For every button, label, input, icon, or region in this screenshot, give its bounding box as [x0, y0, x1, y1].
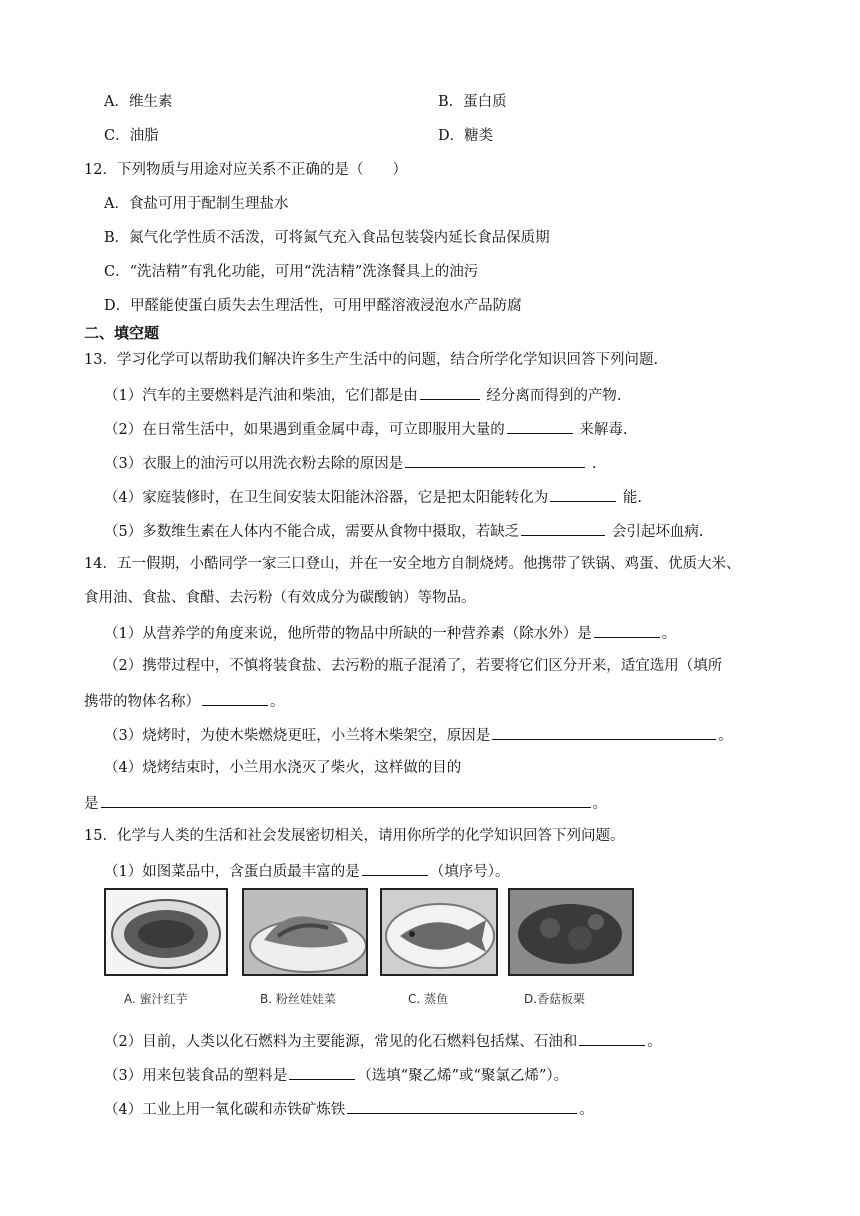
q15-part1 — [104, 860, 509, 882]
q13-blank5[interactable] — [521, 520, 605, 536]
q15-part4-text: （4）工业上用一氧化碳和赤铁矿炼铁 — [104, 1102, 346, 1118]
q13-part2-end: 来解毒. — [574, 422, 628, 438]
food-photo-c — [380, 888, 498, 976]
q15-blank2[interactable] — [579, 1030, 645, 1046]
q15-blank1[interactable] — [362, 860, 428, 876]
q15-part3-text: （3）用来包装食品的塑料是 — [104, 1068, 288, 1084]
q14-part1-end: 。 — [661, 626, 677, 642]
food-caption-b: B. 粉丝娃娃菜 — [260, 992, 336, 1006]
q14-stem-line2: 食用油、食盐、食醋、去污粉（有效成分为碳酸钠）等物品。 — [84, 590, 476, 606]
mushroom-chestnut-icon — [510, 890, 632, 974]
q12-option-b: B．氮气化学性质不活泼，可将氮气充入食品包装袋内延长食品保质期 — [104, 230, 550, 246]
q14-part1-text: （1）从营养学的角度来说，他所带的物品中所缺的一种营养素（除水外）是 — [104, 626, 592, 642]
q11-option-b: B．蛋白质 — [438, 94, 507, 110]
sweet-potato-dish-icon — [106, 890, 226, 974]
q13-part5-end: 会引起坏血病. — [607, 524, 704, 540]
q14-part2-line2 — [84, 690, 285, 712]
q14-part2-line1: （2）携带过程中，不慎将装食盐、去污粉的瓶子混淆了，若要将它们区分开来，适宜选用（填所 — [104, 658, 723, 674]
food-caption-a: A. 蜜汁红芋 — [124, 992, 188, 1006]
q14-blank4[interactable] — [101, 792, 591, 808]
q14-part1 — [104, 622, 676, 644]
q11-option-a: A．维生素 — [104, 94, 173, 110]
steamed-fish-icon — [382, 890, 496, 974]
q13-blank4[interactable] — [550, 486, 616, 502]
q14-part4-line2 — [84, 792, 607, 814]
q13-blank3[interactable] — [405, 452, 585, 468]
q15-blank4[interactable] — [347, 1098, 577, 1114]
section-title: 二、填空题 — [84, 324, 160, 342]
food-photo-a — [104, 888, 228, 976]
q15-stem: 15．化学与人类的生活和社会发展密切相关，请用你所学的化学知识回答下列问题。 — [84, 828, 625, 844]
food-photo-b — [242, 888, 368, 976]
q14-part2-text: 携带的物体名称） — [84, 694, 200, 710]
q13-part4-text: （4）家庭装修时，在卫生间安装太阳能沐浴器，它是把太阳能转化为 — [104, 490, 549, 506]
q13-part1 — [104, 384, 621, 406]
q12-option-c: C．“洗洁精”有乳化功能，可用“洗洁精”洗涤餐具上的油污 — [104, 264, 479, 280]
q14-part4-end: 。 — [592, 796, 607, 812]
q15-part1-text: （1）如图菜品中，含蛋白质最丰富的是 — [104, 864, 360, 880]
q13-part3-end: . — [587, 456, 597, 472]
q13-stem: 13．学习化学可以帮助我们解决许多生产生活中的问题，结合所学化学知识回答下列问题. — [84, 352, 659, 368]
q14-part3-text: （3）烧烤时，为使木柴燃烧更旺，小兰将木柴架空，原因是 — [104, 728, 491, 744]
q15-part3-end: （选填“聚乙烯”或“聚氯乙烯”）。 — [357, 1068, 569, 1084]
q13-part2-text: （2）在日常生活中，如果遇到重金属中毒，可立即服用大量的 — [104, 422, 505, 438]
food-photo-d — [508, 888, 634, 976]
q15-part2-end: 。 — [647, 1034, 662, 1050]
q15-part4-end: 。 — [579, 1102, 594, 1118]
q13-blank1[interactable] — [420, 384, 480, 400]
q15-part3 — [104, 1064, 568, 1086]
q14-part4-text: 是 — [84, 796, 99, 812]
q14-stem-line1: 14．五一假期，小酷同学一家三口登山，并在一安全地方自制烧烤。他携带了铁锅、鸡蛋、优质大米、 — [84, 556, 741, 572]
q13-part2 — [104, 418, 627, 440]
q13-part3-text: （3）衣服上的油污可以用洗衣粉去除的原因是 — [104, 456, 404, 472]
q13-part4 — [104, 486, 642, 508]
q13-part5-text: （5）多数维生素在人体内不能合成，需要从食物中摄取，若缺乏 — [104, 524, 520, 540]
food-caption-d: D.香菇板栗 — [524, 992, 586, 1006]
q15-part1-end: （填序号）。 — [429, 864, 510, 880]
q15-blank3[interactable] — [289, 1064, 355, 1080]
food-photos — [104, 888, 634, 1016]
q14-blank1[interactable] — [594, 622, 660, 638]
q13-part1-text: （1）汽车的主要燃料是汽油和柴油，它们都是由 — [104, 388, 418, 404]
q14-part4-line1: （4）烧烤结束时，小兰用水浇灭了柴火，这样做的目的 — [104, 760, 462, 776]
q13-part4-end: 能. — [618, 490, 642, 506]
q14-part2-end: 。 — [270, 694, 285, 710]
food-caption-c: C. 蒸鱼 — [408, 992, 449, 1006]
q14-blank3[interactable] — [492, 724, 716, 740]
q13-part1-end: 经分离而得到的产物. — [481, 388, 622, 404]
q13-blank2[interactable] — [507, 418, 573, 434]
q15-part4 — [104, 1098, 594, 1120]
q15-part2-text: （2）目前，人类以化石燃料为主要能源，常见的化石燃料包括煤、石油和 — [104, 1034, 578, 1050]
q12-option-a: A．食盐可用于配制生理盐水 — [104, 196, 289, 212]
q15-part2 — [104, 1030, 662, 1052]
cabbage-dish-icon — [244, 890, 366, 974]
q11-option-d: D．糖类 — [438, 128, 494, 144]
q13-part3 — [104, 452, 596, 474]
q14-part3 — [104, 724, 733, 746]
q14-blank2[interactable] — [202, 690, 268, 706]
q14-part3-end: 。 — [718, 728, 733, 744]
q12-stem: 12．下列物质与用途对应关系不正确的是（ ） — [84, 162, 407, 178]
q13-part5 — [104, 520, 703, 542]
q12-option-d: D．甲醛能使蛋白质失去生理活性，可用甲醛溶液浸泡水产品防腐 — [104, 298, 522, 314]
q11-option-c: C．油脂 — [104, 128, 159, 144]
